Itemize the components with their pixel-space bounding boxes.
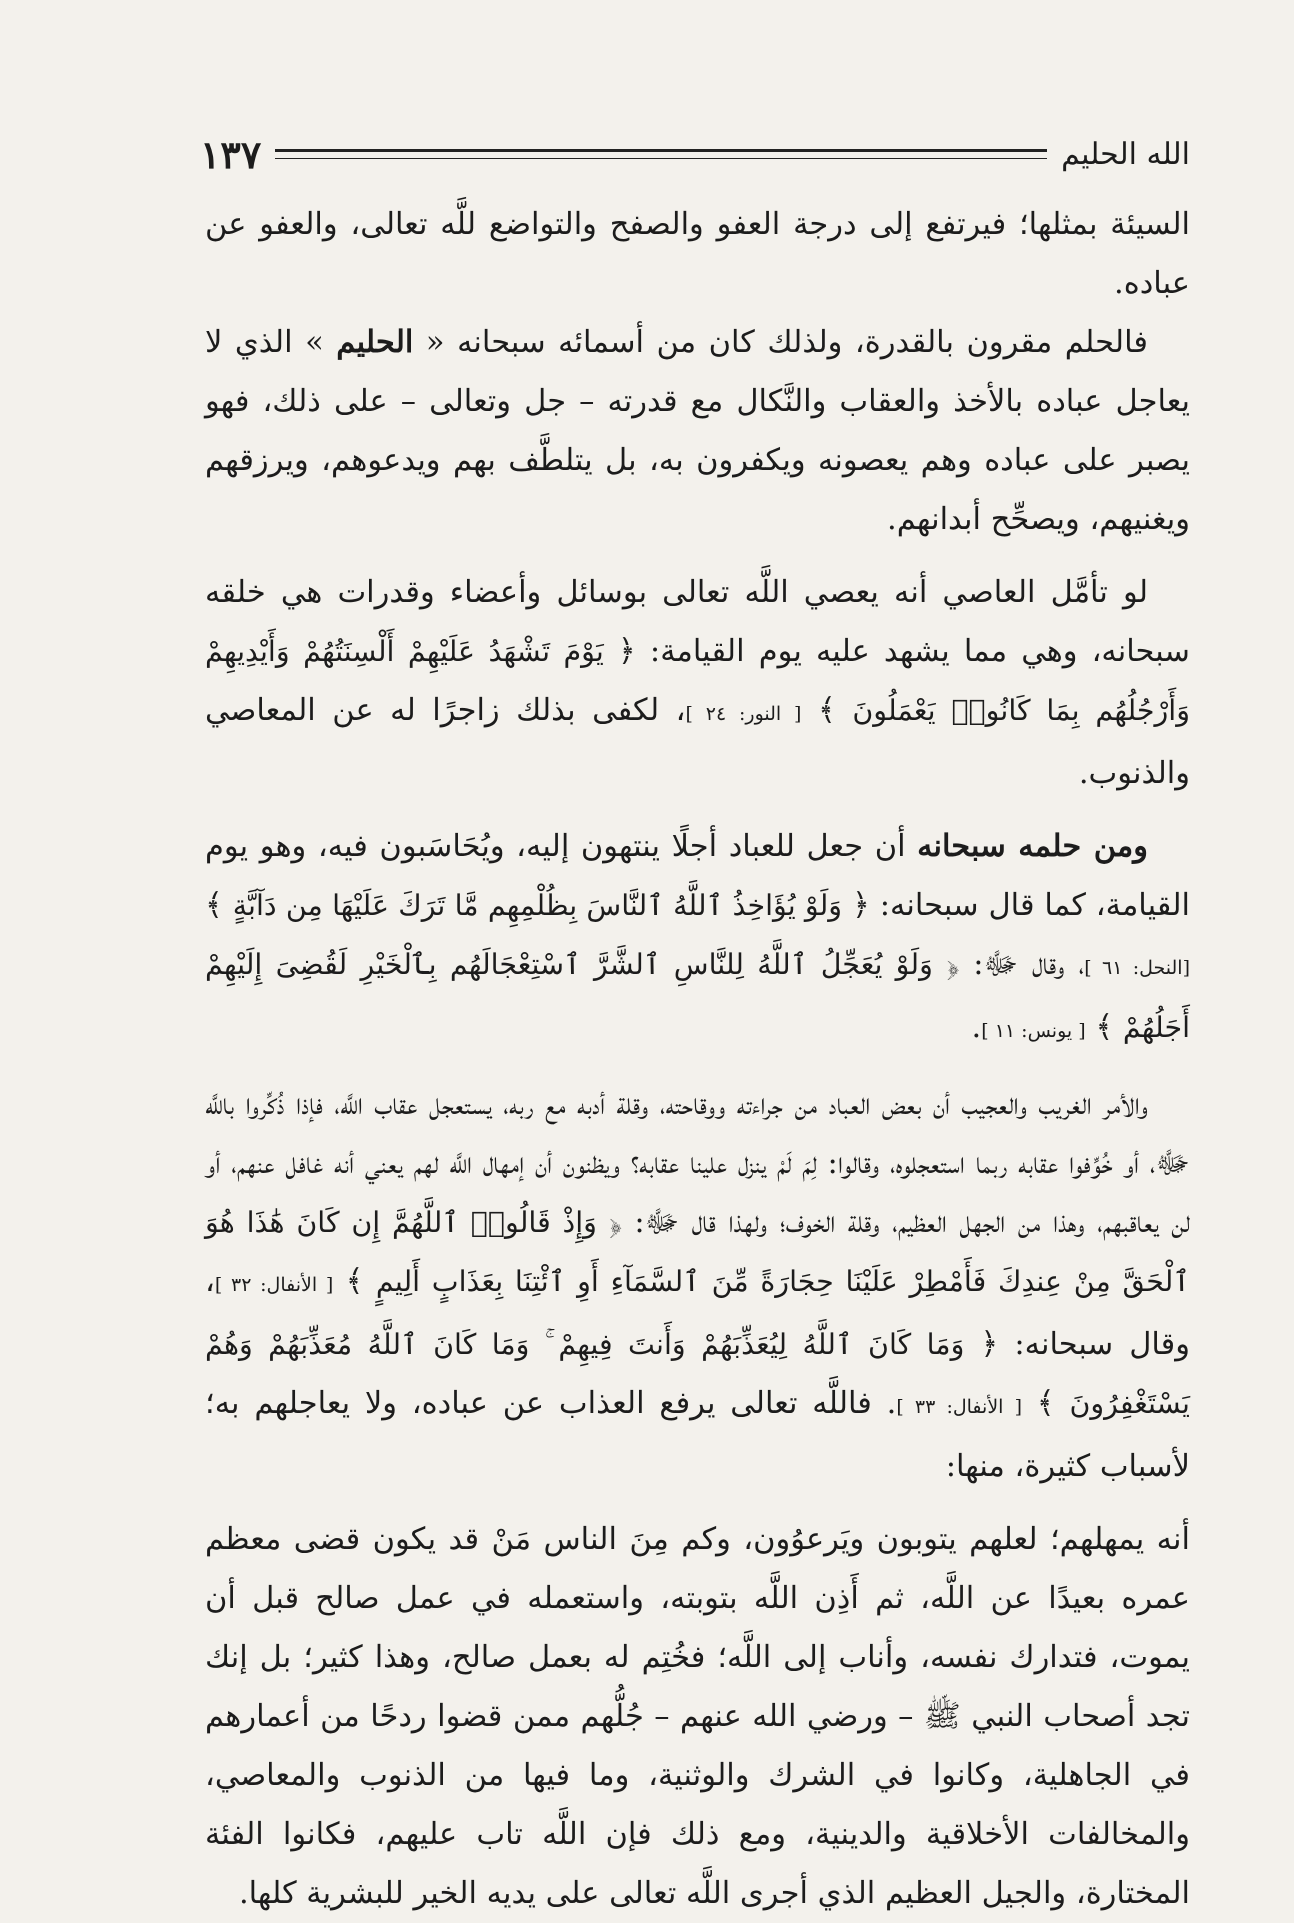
header-rule: [275, 149, 1047, 159]
bold-lead: ومن حلمه سبحانه: [917, 828, 1148, 864]
verse-reference: [ يونس: ١١ ]: [981, 1020, 1086, 1042]
paragraph-5: [205, 1075, 1190, 1496]
page-body: [205, 195, 1190, 1923]
paragraph-text: فالحلم مقرون بالقدرة، ولذلك كان من أسمائه سبحانه «: [425, 325, 1148, 360]
page-number: ١٣٧: [200, 131, 262, 177]
paragraph-text: أنه يمهلهم؛ لعلهم يتوبون ويَرعوُون، وكم مِنَ الناس مَنْ قد يكون قضى معظم عمره بعيدًا عن اللَّه، ثم أَذِن اللَّه بتوبته، واستعمله في عمل صالح قبل أن يموت، فتدارك نفسه، وأناب إلى اللَّه؛ فخُتِم له بعمل صالح، وهذا كثير؛ بل إنك تجد أصحاب النبي ﷺ – ورضي الله عنهم – جُلُّهم ممن قضوا ردحًا من أعمارهم في الجاهلية، وكانوا في الشرك والوثنية، وما فيها من الذنوب والمعاصي، والمخالفات الأخلاقية والدينية، ومع ذلك فإن اللَّه تاب عليهم، فكانوا الفئة المختارة، والجيل العظيم الذي أجرى اللَّه تعالى على يديه الخير للبشرية كلها.: [205, 1522, 1190, 1911]
paragraph-6: [205, 1510, 1190, 1923]
paragraph-text: . فاللَّه تعالى يرفع العذاب عن عباده، ولا يعاجلهم به؛ لأسباب كثيرة، منها:: [205, 1386, 1190, 1484]
paragraph-text: » الذي لا يعاجل عباده بالأخذ والعقاب والنَّكال مع قدرته – جل وتعالى – على ذلك، فهو يصبر على عباده وهم يعصونه ويكفرون به، بل يتلطَّف بهم ويدعوهم، ويرزقهم ويغنيهم، ويصحِّح أبدانهم.: [205, 325, 1190, 537]
verse-reference: [ النور: ٢٤ ]: [685, 703, 802, 725]
quran-verse: وَلَوْ يُعَجِّلُ ٱللَّهُ لِلنَّاسِ ٱلشَّرَّ ٱسْتِعْجَالَهُم بِٱلْخَيْرِ لَقُضِىَ إِلَيْهِمْ أَجَلُهُمْ: [205, 948, 1190, 1044]
paragraph-text: السيئة بمثلها؛ فيرتفع إلى درجة العفو والصفح والتواضع للَّه تعالى، والعفو عن عباده.: [205, 207, 1190, 301]
paragraph-text: ، لكفى بذلك زاجرًا له عن المعاصي والذنوب.: [205, 693, 1190, 791]
verse-reference: [النحل: ٦١ ]: [1084, 957, 1190, 979]
paragraph-3: [205, 563, 1190, 803]
paragraph-text: لو تأمَّل العاصي أنه يعصي اللَّه تعالى بوسائل وأعضاء وقدرات هي خلقه سبحانه، وهي مما يشهد عليه يوم القيامة: ﴿: [205, 575, 1190, 669]
divine-name-bold: الحليم: [336, 324, 414, 360]
paragraph-text: ، وقال ﷻ: ﴿: [946, 947, 1085, 982]
page-header: [200, 126, 1190, 182]
quran-verse: يَوْمَ تَشْهَدُ عَلَيْهِمْ أَلْسِنَتُهُمْ وَأَيْدِيهِمْ وَأَرْجُلُهُم بِمَا كَانُوا۟ يَعْمَلُونَ: [205, 635, 1190, 727]
quran-verse: وَمَا كَانَ ٱللَّهُ لِيُعَذِّبَهُمْ وَأَنتَ فِيهِمْ ۚ وَمَا كَانَ ٱللَّهُ مُعَذِّبَهُمْ وَهُمْ يَسْتَغْفِرُونَ: [205, 1328, 1190, 1420]
quran-bracket: ﴾: [345, 1264, 364, 1299]
paragraph-text: ، وقال سبحانه: ﴿: [205, 1264, 1190, 1362]
running-title: الله الحليم: [1061, 136, 1190, 172]
quran-verse: وَإِذْ قَالُوا۟ ٱللَّهُمَّ إِن كَانَ هَٰذَا هُوَ ٱلْحَقَّ مِنْ عِندِكَ فَأَمْطِرْ عَلَيْنَا حِجَارَةً مِّنَ ٱلسَّمَآءِ أَوِ ٱئْتِنَا بِعَذَابٍ أَلِيمٍ: [205, 1206, 1190, 1298]
quran-bracket: ﴾: [205, 888, 223, 923]
verse-reference: [ الأنفال: ٣٣ ]: [896, 1396, 1022, 1418]
paragraph-1: [205, 195, 1190, 313]
quran-bracket: ﴾: [817, 693, 836, 728]
quran-bracket: ﴾: [1095, 1010, 1114, 1045]
verse-reference: [ الأنفال: ٣٢ ]: [214, 1274, 334, 1296]
paragraph-2: [205, 313, 1190, 549]
paragraph-4: [205, 817, 1190, 1061]
quran-bracket: ﴾: [1036, 1386, 1055, 1421]
quran-verse: وَلَوْ يُؤَاخِذُ ٱللَّهُ ٱلنَّاسَ بِظُلْمِهِم مَّا تَرَكَ عَلَيْهَا مِن دَآبَّةٍ: [232, 889, 843, 922]
paragraph-text: والأمر الغريب والعجيب أن بعض العباد من جراءته ووقاحته، وقلة أدبه مع ربه، يستعجل عقاب اللَّه، فإذا ذُكِّروا باللَّه ﷻ، أو خُوِّفوا عقابه ربما استعجلوه، وقالوا: لِمَ لَمْ ينزل علينا عقابه؟ ويظنون أن إمهال اللَّه لهم يعني أنه غافل عنهم، أو لن يعاقبهم، وهذا من الجهل العظيم، وقلة الخوف؛ ولهذا قال ﷻ: ﴿: [205, 1087, 1190, 1240]
paragraph-text: .: [971, 1010, 982, 1045]
paragraph-text: أن جعل للعباد أجلًا ينتهون إليه، ويُحَاسَبون فيه، وهو يوم القيامة، كما قال سبحانه: ﴿: [205, 829, 1191, 923]
